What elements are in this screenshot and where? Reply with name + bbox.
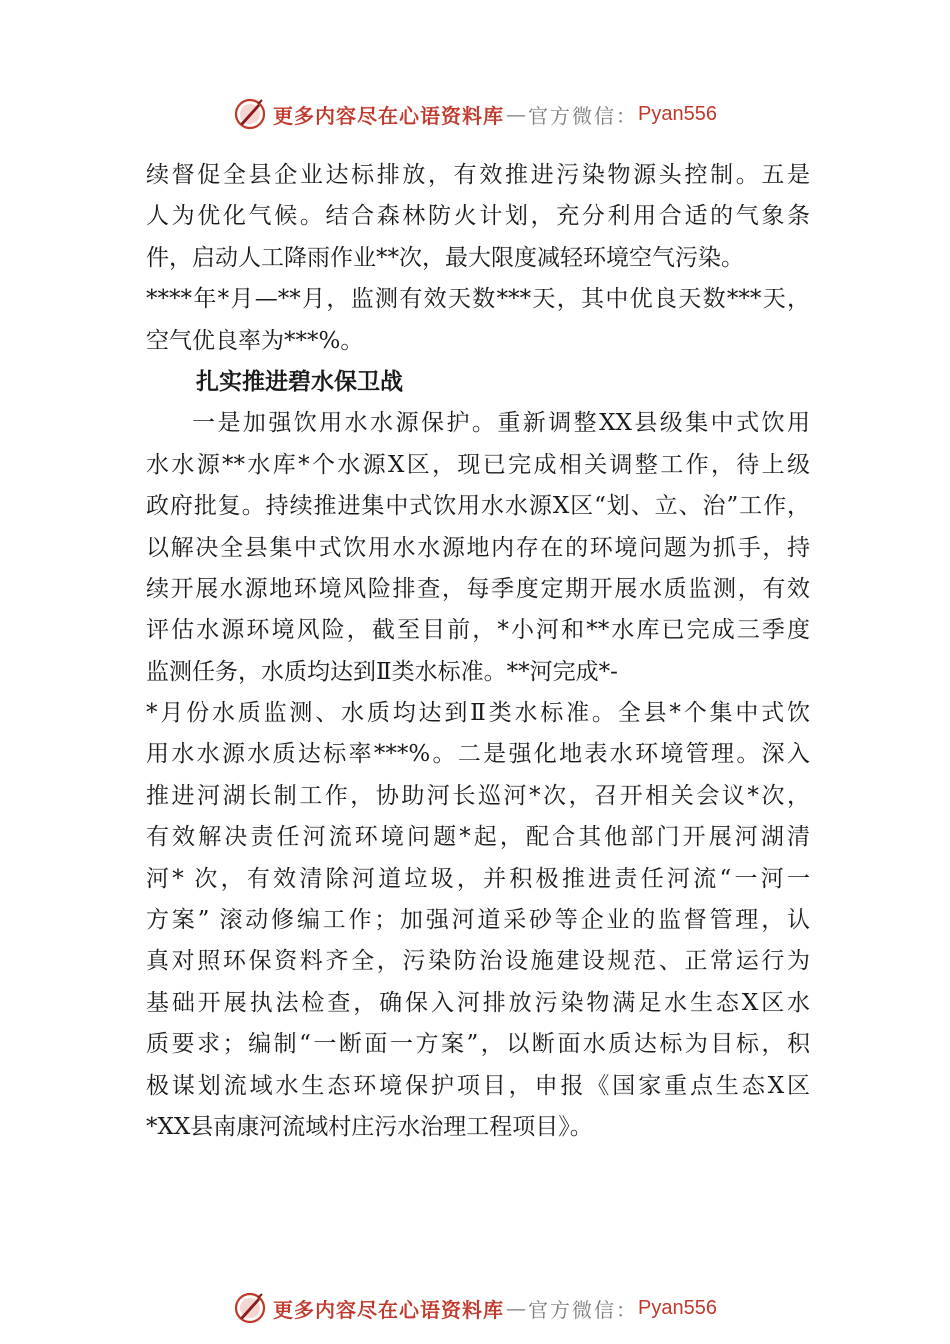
body-text-line: 水水源**水库*个水源X区，现已完成相关调整工作，待上级 (146, 451, 810, 478)
quill-seal-logo-icon (233, 97, 267, 131)
body-text-line: 基础开展执法检查，确保入河排放污染物满足水生态X区水 (146, 989, 810, 1016)
banner-dash: — (506, 1296, 527, 1320)
banner-wechat-id: Pyan556 (638, 102, 717, 125)
footer-banner (0, 1286, 950, 1330)
banner-dash: — (506, 102, 527, 126)
body-text-line: 方案” 滚动修编工作；加强河道采砂等企业的监督管理，认 (146, 907, 810, 934)
body-text-line: *XX县南康河流域村庄污水治理工程项目》。 (146, 1113, 593, 1140)
body-text-line: 件，启动人工降雨作业**次，最大限度减轻环境空气污染。 (146, 244, 744, 271)
body-text-line: 一是加强饮用水水源保护。重新调整XX县级集中式饮用 (192, 410, 810, 437)
body-text-line: 人为优化气候。结合森林防火计划，充分利用合适的气象条 (146, 203, 810, 230)
body-text-line: 评估水源环境风险，截至目前，*小河和**水库已完成三季度 (146, 617, 810, 644)
body-text-line: 政府批复。持续推进集中式饮用水水源X区“划、立、治”工作， (146, 493, 810, 520)
header-banner (0, 92, 950, 136)
body-text-line: 续督促全县企业达标排放，有效推进污染物源头控制。五是 (146, 162, 810, 188)
body-text-line: *月份水质监测、水质均达到Ⅱ类水标准。全县*个集中式饮 (146, 700, 810, 727)
body-text-line: 推进河湖长制工作，协助河长巡河*次，召开相关会议*次， (146, 782, 810, 809)
banner-main-text: 更多内容尽在心语资料库 (273, 1297, 505, 1322)
body-text-line: 有效解决责任河流环境问题*起，配合其他部门开展河湖清 (146, 824, 810, 851)
body-text-line: 极谋划流域水生态环境保护项目，申报《国家重点生态X区 (146, 1072, 810, 1099)
body-text-line: 监测任务，水质均达到Ⅱ类水标准。**河完成*- (146, 658, 618, 685)
banner-label: 官方微信： (528, 103, 639, 128)
document-body (146, 155, 810, 1148)
body-text-line: 以解决全县集中式饮用水水源地内存在的环境问题为抓手，持 (146, 534, 810, 561)
body-text-line: 续开展水源地环境风险排查，每季度定期开展水质监测，有效 (146, 575, 810, 602)
body-text-line: ****年*月—**月，监测有效天数***天，其中优良天数***天， (146, 286, 810, 313)
section-heading: 扎实推进碧水保卫战 (196, 368, 403, 395)
quill-seal-logo-icon (233, 1291, 267, 1325)
banner-label: 官方微信： (528, 1297, 639, 1322)
body-text-line: 河* 次，有效清除河道垃圾，并积极推进责任河流“一河一 (146, 865, 810, 892)
body-text-line: 质要求；编制“一断面一方案”，以断面水质达标为目标，积 (146, 1031, 810, 1058)
body-text-line: 用水水源水质达标率***%。二是强化地表水环境管理。深入 (146, 741, 810, 768)
body-text-line: 真对照环保资料齐全，污染防治设施建设规范、正常运行为 (146, 948, 810, 975)
body-text-line: 空气优良率为***%。 (146, 327, 364, 354)
banner-wechat-id: Pyan556 (638, 1296, 717, 1319)
banner-main-text: 更多内容尽在心语资料库 (273, 103, 505, 128)
